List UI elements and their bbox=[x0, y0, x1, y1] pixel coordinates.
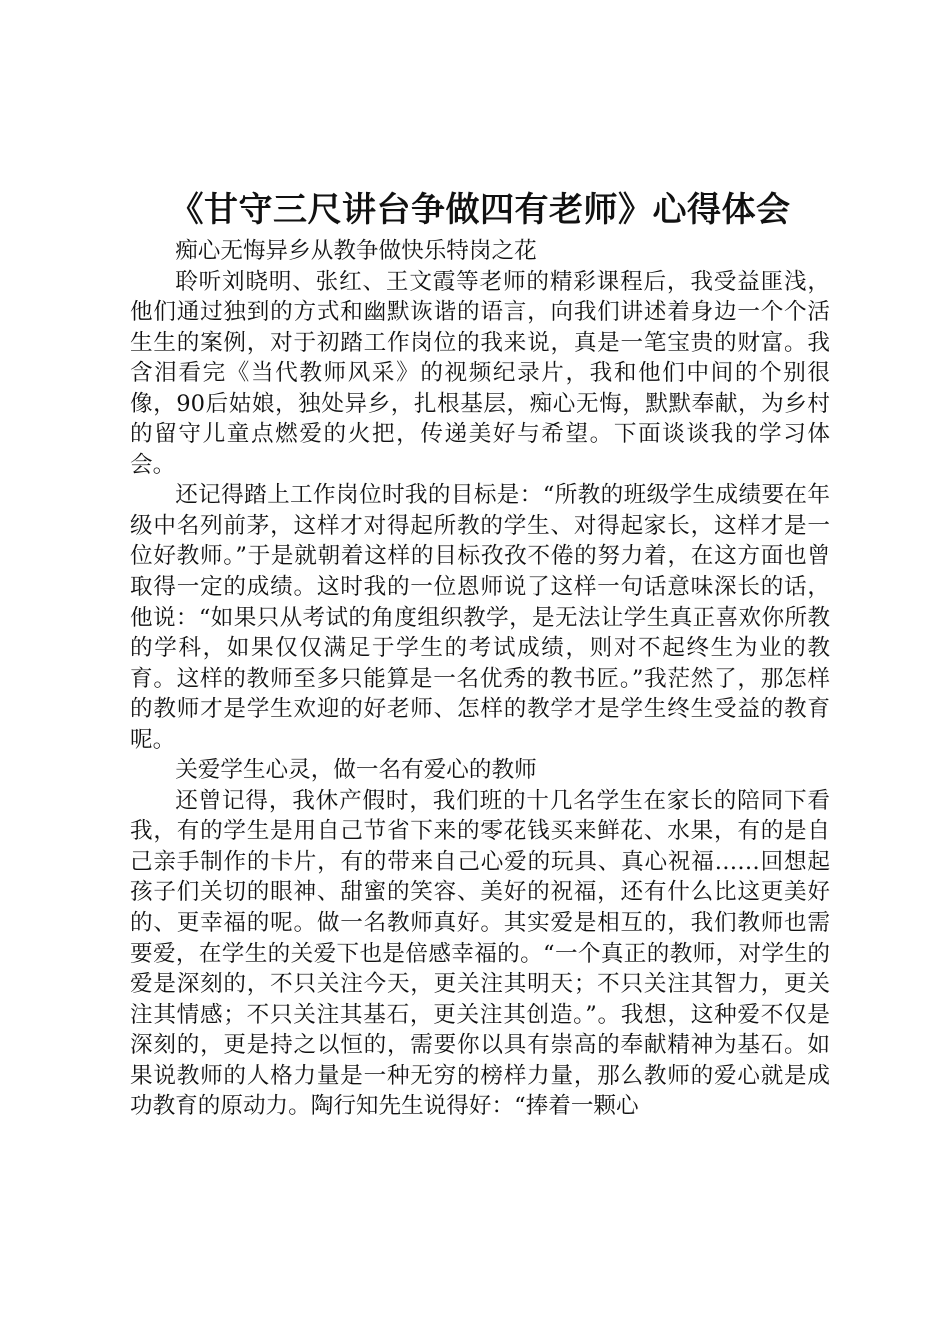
body-paragraph-2: 还记得踏上工作岗位时我的目标是：“所教的班级学生成绩要在年级中名列前茅，这样才对得起所教的学生、对得起家长，这样才是一位好教师。”于是就朝着这样的目标孜孜不倦的努力着，在这方面也曾取得一定的成绩。这时我的一位恩师说了这样一句话意味深长的话，他说：“如果只从考试的角度组织教学，是无法让学生真正喜欢你所教的学科，如果仅仅满足于学生的考试成绩，则对不起终生为业的教育。这样的教师至多只能算是一名优秀的教书匠。”我茫然了，那怎样的教师才是学生欢迎的好老师、怎样的教学才是学生终生受益的教育呢。 bbox=[130, 482, 830, 753]
document-page bbox=[130, 186, 830, 1122]
body-paragraph-1: 聆听刘晓明、张红、王文霞等老师的精彩课程后，我受益匪浅，他们通过独到的方式和幽默诙谐的语言，向我们讲述着身边一个个活生生的案例，对于初踏工作岗位的我来说，真是一笔宝贵的财富。我含泪看完《当代教师风采》的视频纪录片，我和他们中间的个别很像，90后姑娘，独处异乡，扎根基层，痴心无悔，默默奉献，为乡村的留守儿童点燃爱的火把，传递美好与希望。下面谈谈我的学习体会。 bbox=[130, 268, 830, 478]
subheading-1: 痴心无悔异乡从教争做快乐特岗之花 bbox=[175, 238, 537, 264]
subheading-2: 关爱学生心灵，做一名有爱心的教师 bbox=[175, 757, 537, 784]
document-title: 《甘守三尺讲台争做四有老师》心得体会 bbox=[169, 190, 791, 230]
body-paragraph-3: 还曾记得，我休产假时，我们班的十几名学生在家长的陪同下看我，有的学生是用自己节省下来的零花钱买来鲜花、水果，有的是自己亲手制作的卡片，有的带来自己心爱的玩具、真心祝福……回想起孩子们关切的眼神、甜蜜的笑容、美好的祝福，还有什么比这更美好的、更幸福的呢。做一名教师真好。其实爱是相互的，我们教师也需要爱，在学生的关爱下也是倍感幸福的。“一个真正的教师，对学生的爱是深刻的，不只关注今天，更关注其明天；不只关注其智力，更关注其情感；不只关注其基石，更关注其创造。”。我想，这种爱不仅是深刻的，更是持之以恒的，需要你以具有崇高的奉献精神为基石。如果说教师的人格力量是一种无穷的榜样力量，那么教师的爱心就是成功教育的原动力。陶行知先生说得好：“捧着一颗心 bbox=[130, 787, 830, 1120]
